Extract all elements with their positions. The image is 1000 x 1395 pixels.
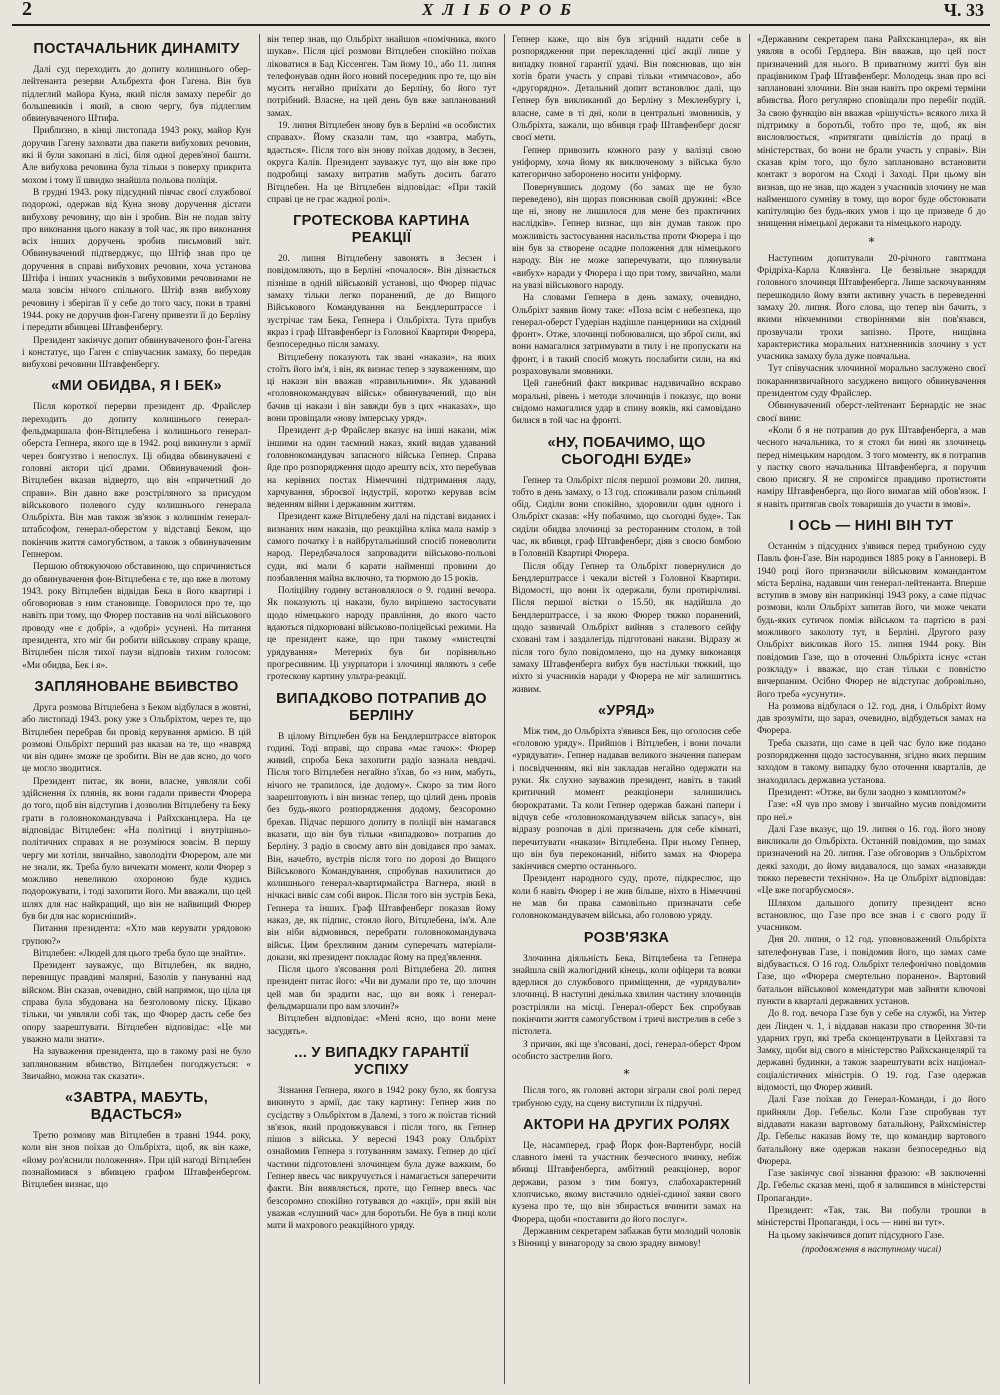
section-heading: І ОСЬ — НИНІ ВІН ТУТ [789, 517, 954, 534]
article-paragraph: Президент д-р Фрайслер вказує на інші накази, між іншими на один таємний наказ, який видав удаваний головнокомандувач запасного війська Гепнер. Справа йде про розпорядження щодо арешту всіх, хто перебував на керівних постах Німеччині підтримання ладу, харчування, зброєвої індустрії, коротко керував всім веденням війни і державним життям. [267, 426, 496, 511]
article-paragraph: Гепнер привозить кожного разу у валізці свою уніформу, хоча йому як виключеному з війська було категорично заборонено носити уніформу. [512, 145, 741, 181]
article-paragraph: На цьому закінчився допит підсудного Газе. [768, 1230, 945, 1241]
section-heading: РОЗВ'ЯЗКА [583, 929, 670, 946]
article-paragraph: Після того, як головні актори зіграли свої ролі перед трибуною суду, на сцену виступили їх підручні. [512, 1086, 741, 1109]
article-paragraph: Дня 20. липня, о 12 год. уповноважений Ольбріхта зателефонував Газе, і повідомив його, що замах саме відбувається. О 16 год. Ольбріхт телефонічно повідомив Газе, що «Фюрера смертельно поранено». Вартовий батальон військової комендатури мав зайняти ключові пункти в кварталі державних установ. [757, 935, 986, 1007]
article-paragraph: На словами Гепнера в день замаху, очевидно, Ольбріхт заявив йому таке: «Поза всім є небезпека, що генерал-оберст Гудеріан надішле панцерники на східний фронт». Отже, злочинці побоювалися, що зброї сили, які вони намагалися затримувати в тилу і не пропускати на фронт, і в такий спосіб можуть послабити сили, на які розраховували змовники. [512, 293, 741, 378]
article-paragraph: Вітцлебен відповідає: «Мені ясно, що вони мене засудять». [267, 1014, 496, 1037]
article-paragraph: Останнім з підсудних з'явився перед трибуною суду Павль фон-Газе. Він народився 1885 року в Ганновері. В 1940 році його призначили військовим командантом міста Берліна, надавши чин генерал-лейтенанта. Вперше вступив в змову він наприкінці 1943 року, а саме підчас розмови, коли Ольбріхт запитав його, чи може чекати будь-яких сутичок поміж військом та партією в разі можливого заколоту тут, в Берліні. Другого разу Ольбріхт викликав його 15. липня 1944 року. Він повідомив Газе, що в оточенні Ольбріхта існує «стан розкладу» і вважає, що стан тільки є повністю вичерпаним. Осібно Фюрер не відступає добровільно, його треба «усунути». [757, 541, 986, 700]
article-paragraph: Президент: «Отже, ви були заодно з комплотом?» [768, 787, 967, 798]
article-paragraph: «Коли б я не потрапив до рук Штавфенберга, а мав чесного начальника, то я стоял би нині як злочинець перед німецьким народом. З того моменту, як я потрапив у пастку свого начальника Штавфенберга, я поручив свою присягу. Я не спромігся правдиво протистояти наміру Штавфенберга, що його вимагав мій обов'язок. І я навіть притягав своїх товаришів до участи в змові». [757, 425, 986, 510]
masthead [12, 0, 990, 26]
section-heading: «ЗАВТРА, МАБУТЬ, ВДАСТЬСЯ» [64, 1090, 209, 1124]
issue-number: Ч. 33 [943, 0, 984, 20]
continuation-note: (продовження в наступному числі) [801, 1244, 942, 1255]
article-paragraph: Цей ганебний факт викриває надзвичайно яскраво моральні, рівень і методи злочинців і показує, що вони свідомо намагалися удар в спину вояків, які самовідано билися в той час на фронті. [512, 379, 741, 427]
article-paragraph: Після обіду Гепнер та Ольбріхт повернулися до Бендлерштрассе і чекали вістей з Головної Квартири. Відомості, що вони їх одержали, були протирічливі. Після першої вістки о 15.50, як надійшла до Бендлерштрассе, і за якою Фюрер тяжко поранений, щодо зазвичай Ольбріхт вийняв з сталевого сейфу сховані там і заздалегідь підготовані накази. Відразу ж після того було повідомлено, що на думку виконавця замаху Штавфенберга вибух був настільки тяжкий, що ніхто зі учасників наради у Фюрера не міг залишитись живим. [512, 561, 741, 695]
column-4 [757, 34, 986, 1387]
article-paragraph: Це, насамперед, граф Йорк фон-Вартенбург, носій славного імені та участник безчесного вчинку, небіж вбивці Штавфенберга, амбітний реакціонер, ворог держави, разом з тим боягуз, слабохарактерний хлопчисько, якому вистачило одніеї-єдиної заяви свого кузена про те, що він збирається вчинити замах на Фюрера, щоби «поставити до його послуг». [512, 1140, 741, 1225]
article-paragraph: Друга розмова Вітцлебена з Беком відбулася в жовтні, або листопаді 1943. року уже з Ольбріхтом, через те, що Вітцлебен перебрав би провід керування армією. В цій розмові Ольбріхт перший раз вказав на те, що «навряд чи він один» зможе це зробити. Він не дав ясно, до чого це могло зводитися. [22, 702, 251, 775]
article-paragraph: Президент закінчує допит обвинуваченого фон-Гагена і констатує, що Гаген є співучасник замаху, бо передав вибухові речовини Штавфенбергу. [22, 335, 251, 371]
article-columns [22, 34, 986, 1387]
article-paragraph: До 8. год. вечора Газе був у себе на службі, на Унтер ден Лінден ч. 1, і віддавав накази про створення 30-ти ударних груп, які треба сконцентрувати в Цейхгавзі та Замку, щоби від свого в міністерство Райхсканцелярії та державні будинки, а також заарештувати всіх націонал-соціалістичних міністрів. О 19. год. Газе одержав відомості, що Фюрер живий. [757, 1009, 986, 1094]
article-paragraph: Злочинна діяльність Бека, Вітцлебена та Гепнера знайшла свій жалюгідний кінець, коли офіцери та вояки вдерлися до службового приміщення, де «урядували» злочинці. В наступні декілька хвилин частину злочинців розстріляли на місці. Генерал-оберст Бек спробував покінчити життя самогубством і тричі вистрелив в себе з пістолета. [512, 953, 741, 1038]
section-heading: «УРЯД» [597, 702, 655, 719]
article-paragraph: Президент каже Вітцлебену далі на підставі виданих і визнаних ним наказів, що реакційна кліка мала намір з самого початку і в найбрутальніший спосіб поневолити народ. Передбачалося запровадити військово-польові суди, які мали б карати найменші провини до позбавлення майна включно, та тюрмою до 15 років. [267, 512, 496, 584]
section-heading: ... У ВИПАДКУ ГАРАНТІЇ УСПІХУ [294, 1044, 469, 1078]
article-paragraph: Третю розмову мав Вітцлебен в травні 1944. року, коли він знов поїхав до Ольбріхта, щоб, як він каже, «йому роз'яснили положення». При цій нагоді Вітцлебен познайомився з вбивцею графом Штавфенбергом. Вітцлебен визнає, що [22, 1131, 251, 1191]
section-heading: «МИ ОБИДВА, Я І БЕК» [51, 378, 222, 395]
article-paragraph: Треба сказати, що саме в цей час було вже подано розпорядження щодо застосування, згідно яких першим заходом в такому випадку було оточення кварталів, де знаходилась державна установа. [757, 738, 986, 786]
article-paragraph: В грудні 1943. року підсудний півчас своєї службової подорожі, одержав від Куна знову доручення дістати вибухову речовину, що він і зробив. Він не подав звіту про виконання цього наказу в той час, як про виконання всіх інших доручень зробив письмовий звіт. Обвинувачений підтверджує, що Штіф знав про це доручення в справі вибухових речовин, хоча установа Штіфа і інших учасників з вибуховими речовинами не мала зовсім нічого спільного. Штіф взяв вибухову речовину і зберігав її у себе до того часу, поки в травні 1944. року не доручив фон-Гагену привезти її до Берліну і передати вбивцеві Штавфенбергу. [22, 187, 251, 334]
page-number: 2 [22, 0, 32, 20]
article-paragraph: Після цього з'ясовання ролі Вітцлебена 20. липня президент питає його: «Чи ви думали про те, що злочин цей мав би зрадити нас, що ви вояк і генерал-фельдмаршали про вам злочин?» [267, 965, 496, 1013]
column-2 [267, 34, 496, 1387]
article-paragraph: Державним секретарем забажав бути молодий чоловік з Вінниці у винагороду за свою зрадну вимову! [512, 1226, 741, 1250]
paper-title: ХЛІБОРОБ [422, 0, 580, 19]
article-paragraph: Приблизно, в кінці листопада 1943 року, майор Кун доручив Гагену заховати два пакети вибухових речовин, які й були закопані в лісі, біля одної дерев'яної башти. Але вибухова речовина була тільки з поверху прикрита мохом і тому її швидко знайшла польова поліція. [22, 126, 251, 186]
section-heading: ГРОТЕСКОВА КАРТИНА РЕАКЦІЇ [293, 213, 470, 247]
article-paragraph: Гепнер каже, що він був згідний надати себе в розпорядження при перекладенні цієї акції лише у випадку повної гарантії удачі. Він пояснював, що він хотів брати участь у справі тільки «тимчасово», або «другорядно». Детальний допит встановлює далі, що Гепнер був викликаний до Берліну з Мекленбургу і, власне, саме в ті дні, коли в центральні змовників, у Ольбріхта, зажали, що вбивця граф Штавфенберг досяг своєї мети. [512, 35, 741, 144]
article-paragraph: Тут співучасник злочинної морально заслужено своєї покараннязвичайного засуджено вищого обвинувачення президентом суду Фрайслер. [757, 364, 986, 400]
article-paragraph: Газе закінчує свої зізнання фразою: «В заключенні Др. Гебельс сказав мені, щоб я залишився в міністерстві Пропаганди». [757, 1169, 986, 1204]
section-heading: ПОСТАЧАЛЬНИК ДИНАМІТУ [33, 41, 240, 57]
article-paragraph: Поліційну годину встановлялося о 9. годині вечора. Як показують ці накази, було вирішено застосувати щодо німецького народу правління, до якого часто вдаються підкорювані військово-поліцейські режими. На це президент каже, що при такому «мистецтві урядування» Метерніх був би порівняльно прогресивним. Ці узурпатори і злочинці являють з себе гротескову картину ультра-реакції. [267, 586, 496, 683]
article-paragraph: З причин, які ще з'ясовані, досі, генерал-оберст Фром особисто застрелив його. [512, 1039, 741, 1062]
article-paragraph: Президент народного суду, проте, підкреслює, що коли б навіть Фюрер і не жив більше, ніхто в Німеччині не мав би права самовільно призначати себе головнокомандувачем війська, або головою уряду. [512, 874, 741, 922]
section-heading: ВИПАДКОВО ПОТРАПИВ ДО БЕРЛІНУ [276, 690, 487, 724]
section-heading: ЗАПЛЯНОВАНЕ ВБИВСТВО [34, 678, 239, 695]
article-paragraph: 19. липня Вітцлебен знову був в Берліні «в особистих справах». Йому сказали там, що «завтра, мабуть, вдасться». Після того він знову поїхав додому, в Зеєзен, округа Калів. Президент зауважує тут, що він вже про подробиці замаху витратив мабуть досить багато Вітцлебен. На це Вітцлебен відповідає: «При такій справі це не грає жадної ролі». [267, 121, 496, 205]
article-paragraph: Зізнання Гепнера, якого в 1942 року було, як боягуза викинуто з армії, дає таку картину: Гепнер жив по сусідству з Ольбріхтом в Далемі, з того ж поїстав тісний зв'язок, який продовжувався і після того, як Гепнер пішов з війська. У вересні 1943 року Ольбріхт ознайомив Гепнера з готуванням замаху. Гепнер до цієї частини підготовлені злочинцем була дуже важким, бо Гепнер ввесь час викручується і намагається заперечити факти. Він виявляється, проте, що Гепнер ввесь час безсоромно спокійно готувався до «акції», при якій він уважав «слушний час» для боротьби. Не був в пиці коли мати й махрового реакційного уряду. [267, 1085, 496, 1232]
article-paragraph: Після короткої перерви президент др. Фрайслер переходить до допиту колишнього генерал-фельдмаршала фон-Вітцлебена і колишнього генерал-оберста Гепнера, якого ще в 1942. році викинули з армії через боягузтво і непослух. Ці обидва обвинувачені є головні актори цієї драми. Обвинувачений фон-Вітцлебен вказав відверто, що він «причетний до справи». Він давно вже розстріляного за присудом військового полевого суду колишнього генерала Ольбріхта. Він мав також зв'язок з колишнім генерал-штабсофом, генерал-оберстом у відставці Беком, що покінчив життя самогубством, а також з обвинуваченим Гепнером. [22, 402, 251, 560]
article-paragraph: Шляхом дальшого допиту президент ясно встановлює, що Газе про все знав і є свого роду її учасником. [757, 898, 986, 934]
article-paragraph: Першою обтяжуючою обставиною, що спричиняється до обвинувачення фон-Вітцлебена є те, що вже в лютому 1943. року Вітцлебен відвідав Бека в його квартирі і обговорював з ним становище. Говорилося про те, що навіть при тому, що Фюрер поставив на чолі військового проводу «не є добрі», а «добрі» усунені. На питання президента, хто міг би робити військову справу краще, Вітцлебен після тихої паузи відповів тихим голосом: «Ми обидва, Бек і я». [22, 562, 251, 671]
article-paragraph: Наступним допитували 20-річного гавптмана Фрідріха-Карла Клявзінга. Це безвільне знаряддя головного злочинця Штавфенберга. Лише заскочуванням перешкодило йому взяти активну участь в переведенні замаху 20. липня. Його слова, що тепер він бачить, з якими нікчемними створіннями він пов'язався, прозвучали трохи запізно. Проте, нищівна характеристика моральних натхненників злочину з уст учасника замаху була дуже повчальна. [757, 253, 986, 363]
article-paragraph: Далі суд переходить до допиту колишнього обер-лейтенанта резерви Альбрехта фон Гагена. Він був підлеглий майора Куна, який після замаху перебіг до большевиків і який, в свою чергу, був підлеглим обвинуваченого Штифа. [22, 65, 251, 125]
article-paragraph: На розмова відбулася о 12. год. дня, і Ольбріхт йому дав зрозуміти, що зараз, очевидно, відбудеться замах на Фюрера. [757, 701, 986, 737]
article-paragraph: Далі Газе поїхав до Генерал-Команди, і до його прийняли Дор. Гебельс. Коли Газе спробував тут віддавати накази вартовому батальйону, Райхсміністер Др. Гебельс наказав йому те, що командир вартового батальйону вже одержав накази безпосередньо від Фюрера. [757, 1095, 986, 1167]
article-paragraph: Гепнер та Ольбріхт після першої розмови 20. липня, тобто в день замаху, о 13 год. споживали разом спільний обід. Сиділи вони спокійно, здоровили один одного і Ольбріхт сказав: «Ну побачимо, що сьогодні буде». Так сиділи обидва злочинці за ресторанним столом, в той час, як вбивця, граф Штавфенберг, діяв з своєю бомбою в Головній Квартирі Фюрера. [512, 475, 741, 560]
article-paragraph: Далі Газе вказує, що 19. липня о 16. год. його знову викликали до Ольбріхта. Останній повідомив, що замах призначений на 20. липня. Газе обговорив з Ольбріхтом деякі заходи, до йому видавалося, що замах «назавжди тяжко перевести технічно». На це Ольбріхт відповідав: «Це вже погарбуємося». [757, 824, 986, 897]
article-paragraph: На зауваження президента, що в такому разі не було заплянованим вбивство, Вітцлебен погоджується: « Звичайно, можна так сказати». [22, 1047, 251, 1082]
section-heading: «НУ, ПОБАЧИМО, ЩО СЬОГОДНІ БУДЕ» [547, 434, 706, 468]
article-paragraph: Повернувшись додому (бо замах ще не було переведено), він щораз пояснював своїй дружині: «Все ще ні, знову не лишилося для мене без практичних наслідків». Гепнер визнає, що він думав також про можливість застосування насильства проти Фюрера і що він був за створене осадне положення для німецького народу. Він не може заперечувати, що плянували «вибух» наради у Фюрера і що при тому, звичайно, мали на увазі військового народу. [512, 182, 741, 291]
article-paragraph: Президент зауважує, що Вітцлебен, як видно, перевищує правдиві малярні, Базолів у пануванні над війском. Він сказав, очевидно, свій напрямок, що ціла ця справа була збудована на безголовому піску. Цікаво тільки, чи уявляли собі так, що Фюрер дасть себе без опору заарештувати. Вітцлебен відповідає: «Це ми уважно мали знати». [22, 961, 251, 1045]
article-paragraph: Питання президента: «Хто мав керувати урядовою групою?» [22, 924, 251, 947]
section-heading: АКТОРИ НА ДРУГИХ РОЛЯХ [523, 1116, 730, 1133]
article-paragraph: Президент питає, як вони, власне, уявляли собі здійснення їх плянів, як вони гадали привести Фюрера до того, щоб він відступив і дозволив Вітцлебену та Беку грати в головнокомандувача і Райхсканцлера. На це відповідає Вітцлебен: «На політиці і внутрішньо-політичних справах я не розуміюся зовсім. В першу чергу ми хотіли, звичайно, заволодіти Фюрером, але ми не знали, як. Треба було вичекати момент, коли Фюрер з можливо невеликою охороною буде кудись подорожувати, і тоді захопити його. Ми вважали, що цей шлях для нас найкращий, що він не найвищий Фюрер був би для нас корисніший». [22, 776, 251, 922]
section-separator: * [868, 234, 875, 249]
article-paragraph: Вітцлебену показують так звані «накази», на яких стоїть його ім'я, і він, як визнає тепер з зауваженням, що ці накази він вважав «правильними». Як удаваний «головнокомандувач військ» обвинувачений, що він бачив ці накази і він завжди був з цих «наказах», що вони провіщали «нову імперську уряд». [267, 352, 496, 425]
article-paragraph: 20. липня Вітцлебену завонять в Зеєзен і повідомляють, що в Берліні «почалося». Він дізнається пізніше в одній військовій установі, що Фюрер підчас замаху тільки легко поранений, де до Вищого Військового Командування на Бендлерштрассе і зустрічає там Бека, Гепнера і Ольбріхта. Тута прибув якраз і граф Штавфенберг із Головної Квартири Фюрера, безпосередньо після замаху. [267, 254, 496, 351]
article-paragraph: Газе: «Я чув про змову і звичайно мусив повідомити про неї.» [757, 800, 986, 823]
column-1 [22, 34, 251, 1387]
article-paragraph: Президент: «Так, так. Ви побули трошки в міністерстві Пропаганди, і ось — нині ви тут». [757, 1206, 986, 1229]
article-paragraph: «Державним секретарем пана Райхсканцлера», як він уявляв в особі Гердлера. Він вважав, що цей пост призначений для нього. В приватному житті був він працівником Граф Штавфенберг. Молодець знав про всі заплановані злочини. Він знав навіть про окремі терміни вбивства. Його регулярно сповіщали про перебіг подій. За свою функцію він вважав «рішучість» всякого лиха й підтримку в боротьбі, тобто про те, щоб, як він висловлюється, «притягати цивілістів до праці в міністерствах, бо вони не брали участь у справі». Він сказав крім того, що було заплановано встановити контакт з ворогом на Сході і Заході. При цьому він визнав, що не знав, що жаден з учасників злочину не мав найменшого сумніву в тому, що ворог буде обстоювати капітуляцію без будь-яких умов і що це призведе б до знищення німецької держави та німецького народу. [757, 35, 986, 230]
column-3 [512, 34, 741, 1387]
article-paragraph: він тепер знав, що Ольбріхт знайшов «помічника, якого шукав». Після цієї розмови Вітцлебен спокійно поїхав ліковатися в Бад Кіссенген. Там йому 10., або 11. липня телефонував один його новий посередник про те, що він мусить негайно приїхати до Берліну, бо його тут потрібний. Власне, на цей день був вже запланований замах. [267, 35, 496, 119]
article-paragraph: Між тим, до Ольбріхта з'явився Бек, що оголосив себе «головою уряду». Прийшов і Вітцлебен, і вони почали «урядувати». Гепнер надавав великого значення паперам і посвідченням, які він закладав негайно одержати на руки. Як слухно зауважив президент, навіть в такий критичний момент реакціонери залишились бюрократами. Та коли Гепнер одержав бажані папери і відчув себе «головнокомандувачем військ запасу», він відразу розпочав в ділі призначень для себе кімнаті, перечитувати «накази» Вітцлебена. При ньому Гепнер, що він був переконаний, нібито замах на Фюрера закінчився смертю останнього. [512, 726, 741, 873]
article-paragraph: В цілому Вітцлебен був на Бендлерштрассе вівторок годині. Тоді вправі, що справа «має гачок»: Фюрер живий, спроба Бека захопити радіо зазнала невдачі. Після того Вітцлебен негайно з'їхав, бо «з ним, мабуть, нічого не трапилося, іде додому». Скоро за тим його заарештовують і він визнає тепер, що цілий день провів без будь-якого розпорядження додому, безсоромно брехав. Підчас першого допиту в поліції він намагався вказати, що він був тільки «випадково» потрапив до Берліну. З радіо в своєму авто він довідався про замах. Він, начебто, вустрів після того по дорозі до Вищого Військового Командування, спробував нахилитися до колишнього генерал-квартирмайстра Вагнера, який в нічкасі вивіс сам собі вирок. Після того він зустрів Бека, Гепнера та інших. Граф Штавфенберг показав йому наказ, де, як підпис, стояло його, Вітцлебена, ім'я. Але він ніби відмовився, перебрати головнокомандувача військ. Цим брехливим даним суперечать матеріали-докази, які президент покладає йому на пред'явлення. [267, 731, 496, 963]
article-paragraph: Обвинувачений оберст-лейтенант Бернардіс не знає своєї вини: [757, 401, 986, 424]
section-separator: * [623, 1067, 630, 1082]
article-paragraph: Вітцлебен: «Людей для цього треба було ще знайти». [33, 948, 246, 959]
